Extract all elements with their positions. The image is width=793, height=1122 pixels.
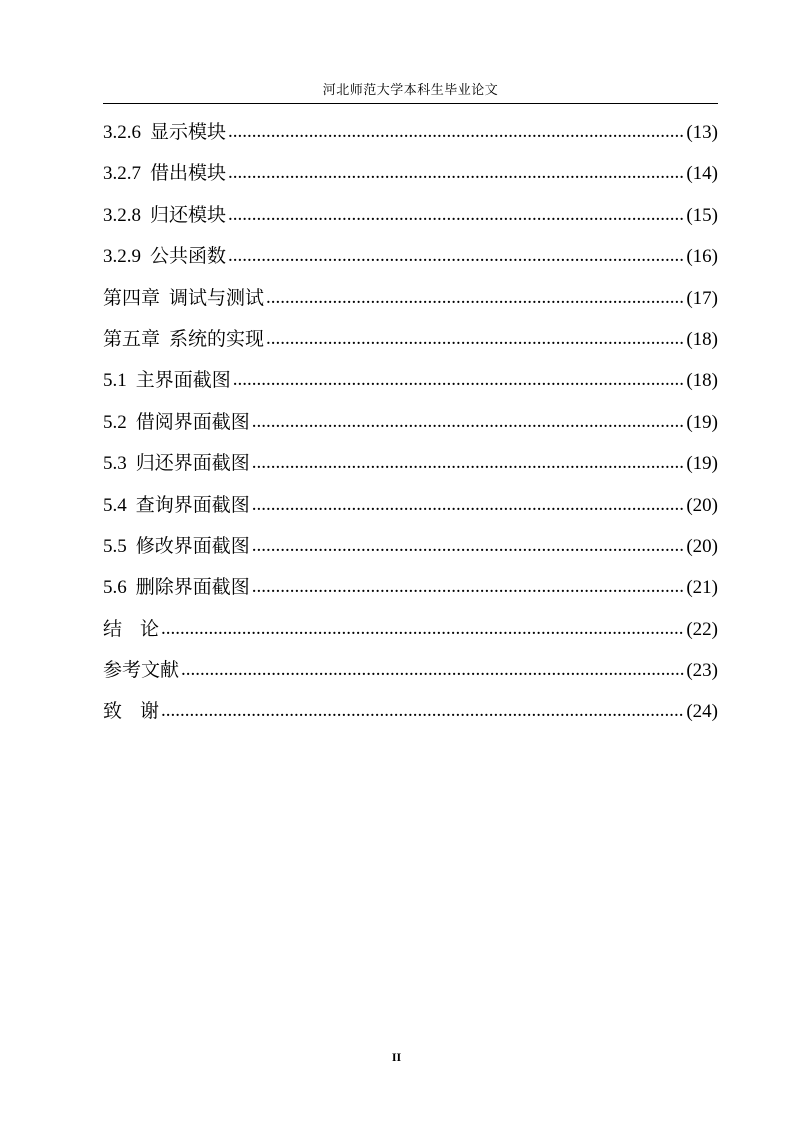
toc-entry-title: 借出模块 [150, 163, 227, 185]
toc-entry-label [103, 650, 179, 691]
toc-entry-page: (23) [686, 660, 718, 682]
toc-entry-label [103, 153, 226, 194]
toc-entry[interactable] [103, 650, 718, 691]
toc-entry-label [103, 443, 250, 484]
toc-entry[interactable] [103, 112, 718, 153]
toc-entry-number: 致 [103, 701, 123, 723]
toc-dot-leader [228, 194, 684, 235]
page-header: 河北师范大学本科生毕业论文 [322, 82, 499, 97]
toc-entry-number: 3.2.9 [103, 246, 141, 268]
toc-entry-title: 论 [140, 618, 160, 640]
toc-dot-leader [228, 152, 684, 193]
toc-entry-page: (16) [686, 246, 718, 268]
toc-entry-title: 公共函数 [150, 246, 227, 268]
toc-entry-label [103, 485, 250, 526]
toc-entry-page: (22) [686, 618, 718, 640]
toc-dot-leader [181, 649, 684, 690]
toc-entry-label [103, 609, 159, 650]
page-number: II [391, 1050, 402, 1064]
toc-entry-title: 显示模块 [150, 122, 227, 143]
toc-dot-leader [161, 608, 684, 649]
toc-entry-label [103, 526, 250, 567]
toc-entry-title: 系统的实现 [169, 328, 265, 350]
toc-entry-page: (15) [686, 204, 718, 226]
toc-entry-title: 归还界面截图 [135, 453, 250, 475]
toc-dot-leader [228, 111, 684, 152]
toc-entry-label [103, 112, 226, 153]
toc-entry[interactable] [103, 360, 718, 401]
table-of-contents [103, 112, 718, 733]
toc-entry[interactable] [103, 319, 718, 360]
toc-dot-leader [266, 318, 684, 359]
toc-entry[interactable] [103, 485, 718, 526]
toc-entry-label [103, 195, 226, 236]
toc-dot-leader [161, 690, 684, 731]
toc-entry-title: 参考文献 [103, 660, 180, 682]
toc-entry[interactable] [103, 153, 718, 194]
toc-entry-number: 第五章 [103, 328, 161, 350]
toc-entry[interactable] [103, 526, 718, 567]
toc-dot-leader [252, 566, 685, 607]
toc-entry-page: (19) [686, 411, 718, 433]
toc-entry-number: 结 [103, 618, 123, 640]
toc-entry-label [103, 691, 159, 732]
toc-entry[interactable] [103, 278, 718, 319]
toc-entry-page: (14) [686, 163, 718, 185]
toc-entry-number: 5.5 [103, 535, 127, 557]
toc-entry[interactable] [103, 195, 718, 236]
toc-dot-leader [252, 484, 685, 525]
toc-dot-leader [252, 401, 685, 442]
toc-entry-page: (24) [686, 701, 718, 723]
toc-entry-label [103, 402, 250, 443]
toc-entry-title: 主界面截图 [135, 370, 231, 392]
toc-entry-title: 谢 [140, 701, 160, 723]
toc-entry-number: 3.2.6 [103, 122, 141, 143]
toc-entry-number: 5.1 [103, 370, 127, 392]
toc-entry-page: (20) [686, 494, 718, 516]
header-divider [103, 103, 718, 104]
toc-entry[interactable] [103, 443, 718, 484]
toc-entry-label [103, 319, 264, 360]
toc-dot-leader [252, 442, 685, 483]
toc-entry-label [103, 236, 226, 277]
toc-dot-leader [228, 235, 684, 276]
toc-entry-title: 修改界面截图 [135, 535, 250, 557]
toc-dot-leader [233, 359, 685, 400]
toc-entry-page: (20) [686, 535, 718, 557]
toc-entry-label [103, 278, 264, 319]
toc-entry-number: 第四章 [103, 287, 161, 309]
toc-entry-page: (21) [686, 577, 718, 599]
toc-entry-title: 调试与测试 [169, 287, 265, 309]
toc-entry-title: 删除界面截图 [135, 577, 250, 599]
toc-entry-number: 5.3 [103, 453, 127, 475]
toc-entry-number: 5.2 [103, 411, 127, 433]
toc-entry[interactable] [103, 567, 718, 608]
toc-dot-leader [266, 277, 684, 318]
toc-entry-title: 归还模块 [150, 204, 227, 226]
toc-entry-label [103, 567, 250, 608]
toc-entry-page: (18) [686, 370, 718, 392]
toc-entry-page: (18) [686, 328, 718, 350]
toc-entry-page: (19) [686, 453, 718, 475]
toc-entry-page: (17) [686, 287, 718, 309]
toc-entry[interactable] [103, 691, 718, 732]
toc-entry-title: 查询界面截图 [135, 494, 250, 516]
toc-entry-title: 借阅界面截图 [135, 411, 250, 433]
toc-entry-number: 5.6 [103, 577, 127, 599]
toc-entry-page: (13) [686, 122, 718, 143]
toc-entry-number: 3.2.8 [103, 204, 141, 226]
toc-entry[interactable] [103, 609, 718, 650]
toc-entry-number: 3.2.7 [103, 163, 141, 185]
toc-dot-leader [252, 525, 685, 566]
toc-entry-number: 5.4 [103, 494, 127, 516]
toc-entry-label [103, 360, 231, 401]
toc-entry[interactable] [103, 402, 718, 443]
toc-entry[interactable] [103, 236, 718, 277]
